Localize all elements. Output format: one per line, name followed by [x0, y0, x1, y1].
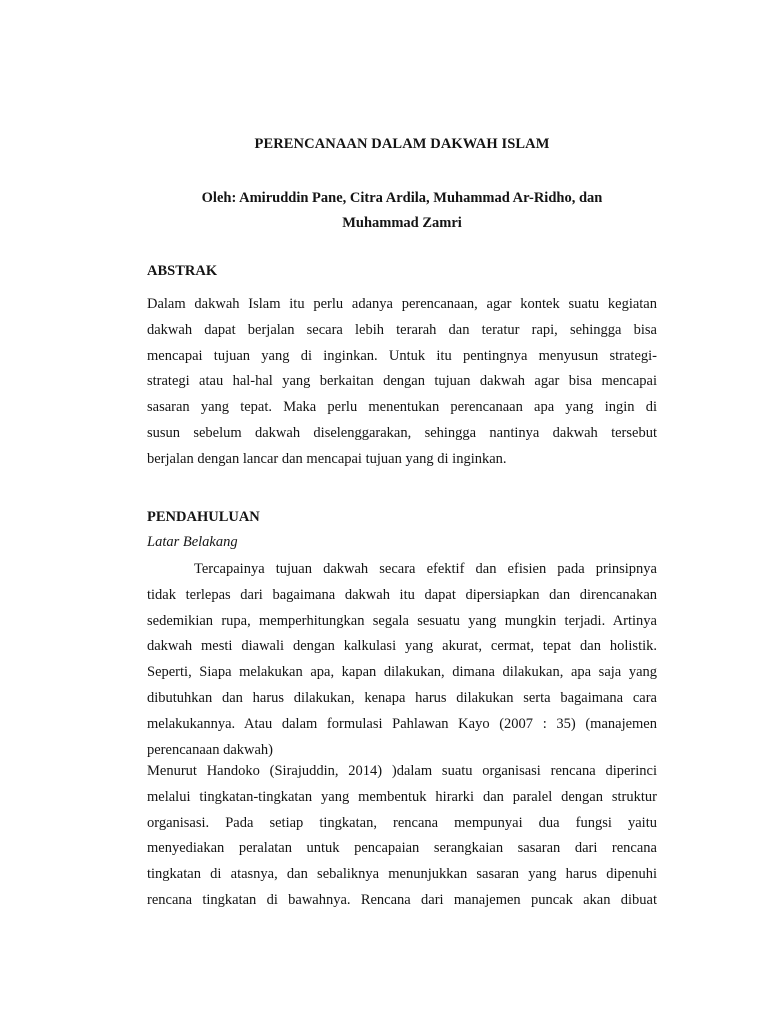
paragraph-line: dakwah mesti diawali dengan kalkulasi yang akurat, cermat, tepat dan holistik.: [147, 638, 657, 655]
paragraph-line: dibutuhkan dan harus dilakukan, kenapa harus dilakukan serta bagaimana cara: [147, 689, 657, 706]
paragraph-line: Tercapainya tujuan dakwah secara efektif dan efisien pada prinsipnya: [194, 561, 657, 577]
paragraph-line: rencana tingkatan di bawahnya. Rencana dari manajemen puncak akan dibuat: [147, 891, 657, 908]
paragraph-line: melakukannya. Atau dalam formulasi Pahlawan Kayo (2007 : 35) (manajemen: [147, 715, 657, 732]
abstract-line: dakwah dapat berjalan secara lebih terarah dan teratur rapi, sehingga bisa: [147, 321, 657, 338]
intro-paragraph-2: [147, 759, 657, 914]
paragraph-line: sedemikian rupa, memperhitungkan segala sesuatu yang mungkin terjadi. Artinya: [147, 612, 657, 629]
abstract-line: sasaran yang tepat. Maka perlu menentukan perencanaan apa yang ingin di: [147, 399, 657, 416]
abstract-line: berjalan dengan lancar dan mencapai tujuan yang di inginkan.: [147, 450, 507, 467]
document-page: [147, 0, 657, 1024]
document-title: PERENCANAAN DALAM DAKWAH ISLAM: [254, 136, 550, 152]
abstract-heading: ABSTRAK: [147, 263, 218, 279]
author-line-1: Oleh: Amiruddin Pane, Citra Ardila, Muhammad Ar-Ridho, dan: [201, 190, 603, 206]
paragraph-line: Seperti, Siapa melakukan apa, kapan dilakukan, dimana dilakukan, apa saja yang: [147, 664, 657, 681]
author-line-2: Muhammad Zamri: [342, 214, 462, 231]
paragraph-line: perencanaan dakwah): [147, 741, 273, 758]
paragraph-line: Menurut Handoko (Sirajuddin, 2014) )dalam suatu organisasi rencana diperinci: [147, 763, 657, 779]
abstract-line: strategi atau hal-hal yang berkaitan dengan tujuan dakwah agar bisa mencapai: [147, 373, 657, 390]
intro-heading: PENDAHULUAN: [147, 509, 260, 525]
paragraph-line: tingkatan di atasnya, dan sebaliknya menunjukkan sasaran yang harus dipenuhi: [147, 866, 657, 883]
paragraph-line: organisasi. Pada setiap tingkatan, rencana mempunyai dua fungsi yaitu: [147, 814, 657, 831]
intro-paragraph-1: [147, 557, 657, 763]
author-line: [147, 186, 657, 235]
paragraph-line: tidak terlepas dari bagaimana dakwah itu dapat dipersiapkan dan direncanakan: [147, 586, 657, 603]
abstract-line: mencapai tujuan yang di inginkan. Untuk itu pentingnya menyusun strategi-: [147, 347, 657, 364]
paragraph-line: melalui tingkatan-tingkatan yang membentuk hirarki dan paralel dengan struktur: [147, 788, 657, 805]
paragraph-line: menyediakan peralatan untuk pencapaian serangkaian sasaran dari rencana: [147, 840, 657, 857]
abstract-body: [147, 292, 657, 473]
abstract-line: Dalam dakwah Islam itu perlu adanya perencanaan, agar kontek suatu kegiatan: [147, 296, 657, 312]
intro-subheading: Latar Belakang: [147, 534, 238, 550]
abstract-line: susun sebelum dakwah diselenggarakan, sehingga nantinya dakwah tersebut: [147, 424, 657, 441]
